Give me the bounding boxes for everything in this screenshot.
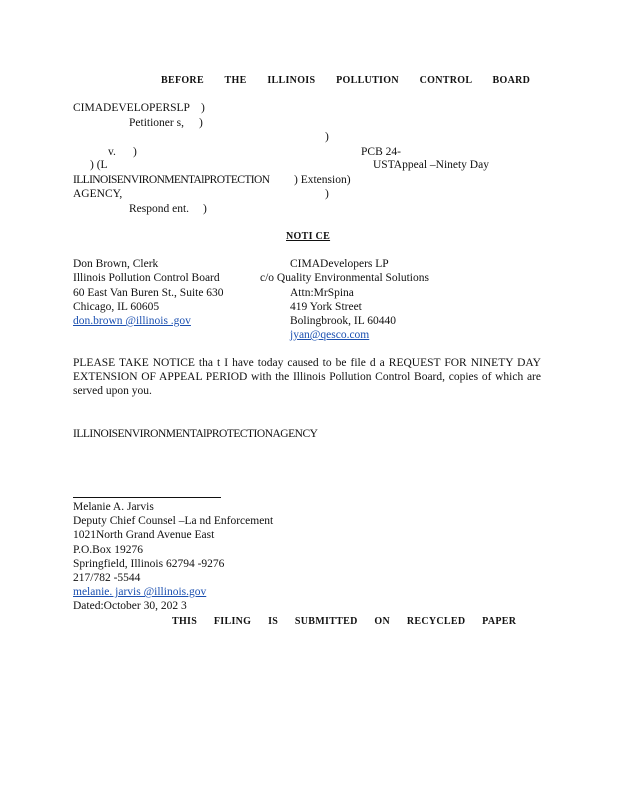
developer-email-link[interactable]: jyan@qesco.com xyxy=(290,329,370,341)
signatory-street: 1021North Grand Avenue East xyxy=(73,529,215,541)
clerk-city: Chicago, IL 60605 xyxy=(73,301,160,313)
clerk-name: Don Brown, Clerk xyxy=(73,258,159,270)
caption-paren: ) xyxy=(325,131,329,143)
caption-paren: ) xyxy=(199,117,203,129)
respondent-name: ILLINOISENVIRONMENTAlPROTECTION xyxy=(73,174,270,186)
petitioner-role: Petitioner s, xyxy=(129,117,184,129)
caption-paren: ) xyxy=(325,188,329,200)
case-number: PCB 24- xyxy=(361,146,401,158)
petitioner-name: CIMADEVELOPERSLP xyxy=(73,102,190,114)
developer-street: 419 York Street xyxy=(290,301,362,313)
caption-paren: ) xyxy=(133,146,137,158)
agency-signature: ILLINOISENVIRONMENTAlPROTECTIONAGENCY xyxy=(73,428,318,440)
respondent-agency: AGENCY, xyxy=(73,188,123,200)
signature-line xyxy=(73,497,221,498)
caption-extension: ) Extension) xyxy=(294,174,351,186)
signed-date: Dated:October 30, 202 3 xyxy=(73,600,187,612)
developer-city: Bolingbrook, IL 60440 xyxy=(290,315,396,327)
notice-heading: NOTI CE xyxy=(286,231,331,242)
respondent-role: Respond ent. xyxy=(129,203,190,215)
caption-paren: ) xyxy=(201,102,205,114)
clerk-street: 60 East Van Buren St., Suite 630 xyxy=(73,287,224,299)
signatory-phone: 217/782 -5544 xyxy=(73,572,141,584)
signatory-email-link[interactable]: melanie. jarvis @illinois.gov xyxy=(73,586,207,598)
notice-paragraph: PLEASE TAKE NOTICE tha t I have today caused to be file d a REQUEST FOR NINETY DAY EXTENSION OF APPEAL PERIOD with the Illinois Pollution Control Board, copies of which are served upon you. xyxy=(73,357,541,397)
signatory-name: Melanie A. Jarvis xyxy=(73,501,154,513)
page-title: BEFORE THE ILLINOIS POLLUTION CONTROL BOARD xyxy=(161,75,531,86)
caption-paren: ) xyxy=(203,203,207,215)
recycled-paper-note: THIS FILING IS SUBMITTED ON RECYCLED PAPER xyxy=(172,616,517,627)
signatory-city: Springfield, Illinois 62794 -9276 xyxy=(73,558,225,570)
signatory-pobox: P.O.Box 19276 xyxy=(73,544,143,556)
case-type: USTAppeal –Ninety Day xyxy=(373,159,489,171)
versus: v. xyxy=(108,146,116,158)
signatory-title: Deputy Chief Counsel –La nd Enforcement xyxy=(73,515,274,527)
clerk-email-link[interactable]: don.brown @illinois .gov xyxy=(73,315,191,327)
clerk-org: Illinois Pollution Control Board xyxy=(73,272,220,284)
caption-paren: ) (L xyxy=(90,159,108,171)
developer-attn: Attn:MrSpina xyxy=(290,287,354,299)
developer-org: c/o Quality Environmental Solutions xyxy=(260,272,429,284)
developer-name: CIMADevelopers LP xyxy=(290,258,389,270)
